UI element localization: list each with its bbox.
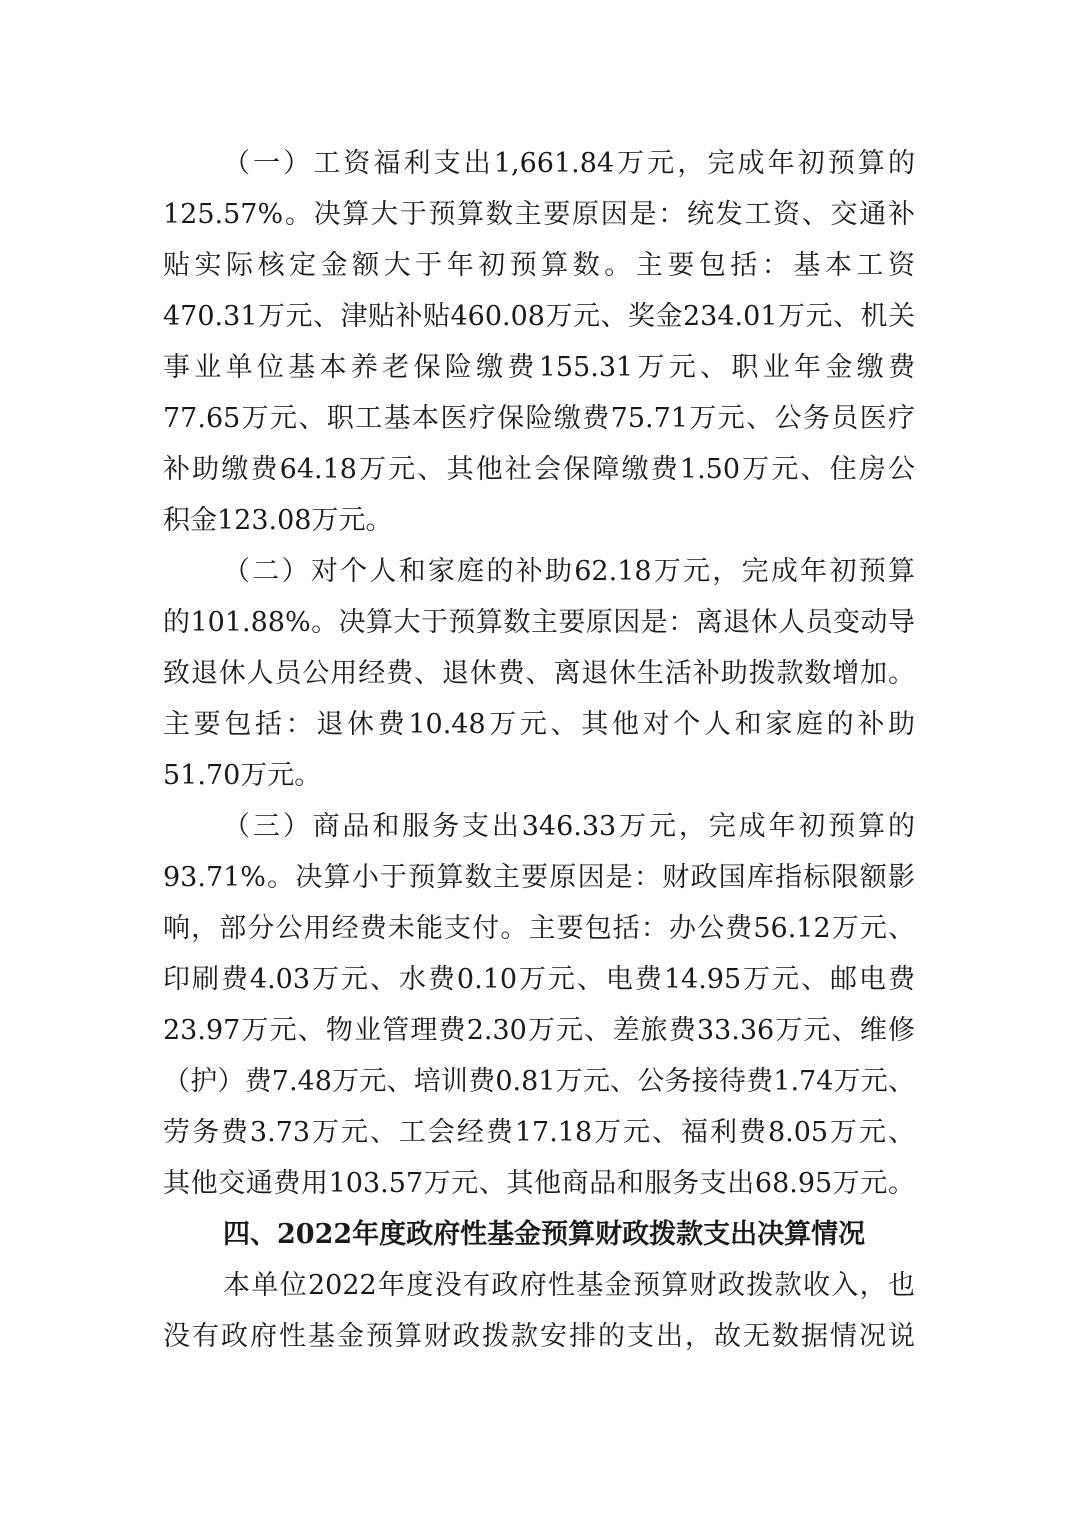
text-line: 125.57%。决算大于预算数主要原因是：统发工资、交通补: [163, 199, 915, 230]
paragraph-government-fund: [163, 1260, 915, 1362]
paragraph-goods-services: [163, 801, 915, 1209]
text-line: 贴实际核定金额大于年初预算数。主要包括：基本工资: [163, 250, 915, 281]
text-line: 470.31万元、津贴补贴460.08万元、奖金234.01万元、机关: [163, 301, 915, 332]
section-heading: 四、2022年度政府性基金预算财政拨款支出决算情况: [223, 1219, 866, 1250]
text-line: 劳务费3.73万元、工会经费17.18万元、福利费8.05万元、: [163, 1117, 915, 1148]
text-line: 积金123.08万元。: [163, 505, 393, 536]
text-line: 致退休人员公用经费、退休费、离退休生活补助拨款数增加。: [163, 658, 915, 689]
text-line: （护）费7.48万元、培训费0.81万元、公务接待费1.74万元、: [163, 1066, 915, 1097]
text-line: 补助缴费64.18万元、其他社会保障缴费1.50万元、住房公: [163, 454, 915, 485]
text-line: 23.97万元、物业管理费2.30万元、差旅费33.36万元、维修: [163, 1015, 915, 1046]
text-line: 响，部分公用经费未能支付。主要包括：办公费56.12万元、: [163, 913, 915, 944]
paragraph-individual-household-subsidy: [163, 546, 915, 801]
text-line: （一）工资福利支出1,661.84万元，完成年初预算的: [223, 148, 915, 179]
text-line: 没有政府性基金预算财政拨款安排的支出，故无数据情况说: [163, 1321, 915, 1352]
paragraph-wage-welfare: [163, 138, 915, 546]
text-line: 51.70万元。: [163, 760, 322, 791]
document-page: [163, 138, 915, 1362]
text-line: 本单位2022年度没有政府性基金预算财政拨款收入，也: [223, 1270, 915, 1301]
text-line: 事业单位基本养老保险缴费155.31万元、职业年金缴费: [163, 352, 915, 383]
text-line: （二）对个人和家庭的补助62.18万元，完成年初预算: [223, 556, 915, 587]
text-line: （三）商品和服务支出346.33万元，完成年初预算的: [223, 811, 915, 842]
text-line: 主要包括：退休费10.48万元、其他对个人和家庭的补助: [163, 709, 915, 740]
text-line: 93.71%。决算小于预算数主要原因是：财政国库指标限额影: [163, 862, 915, 893]
text-line: 其他交通费用103.57万元、其他商品和服务支出68.95万元。: [163, 1168, 915, 1199]
text-line: 的101.88%。决算大于预算数主要原因是：离退休人员变动导: [163, 607, 915, 638]
text-line: 印刷费4.03万元、水费0.10万元、电费14.95万元、邮电费: [163, 964, 915, 995]
text-line: 77.65万元、职工基本医疗保险缴费75.71万元、公务员医疗: [163, 403, 915, 434]
